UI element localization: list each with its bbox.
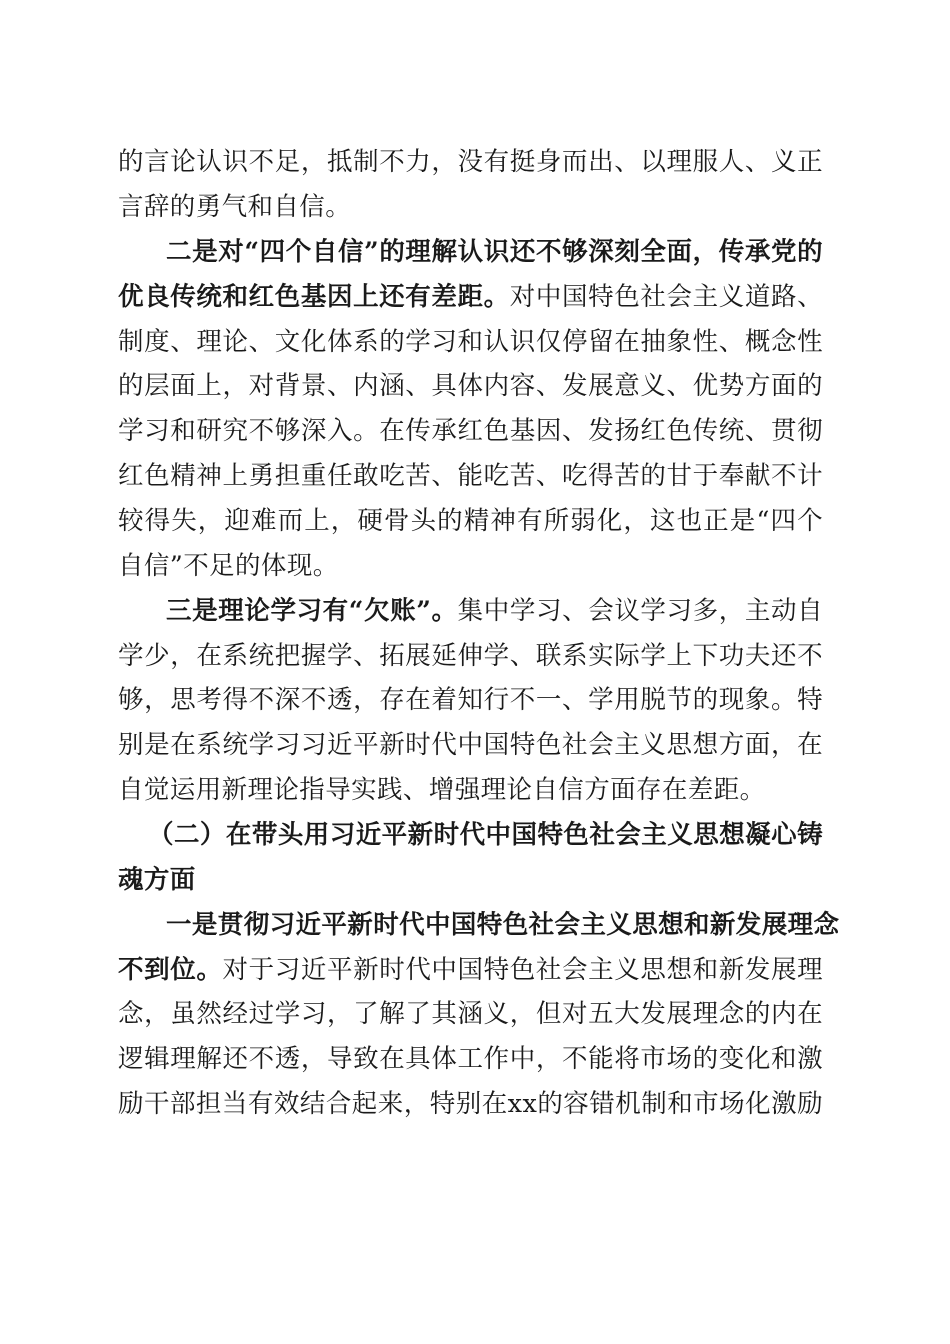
text-line: 自信”不足的体现。: [118, 551, 339, 581]
text-line: 较得失，迎难而上，硬骨头的精神有所弱化，这也正是“四个: [118, 506, 823, 536]
text-line: 言辞的勇气和自信。: [118, 192, 352, 222]
text-line: 励干部担当有效结合起来，特别在xx的容错机制和市场化激励: [118, 1089, 823, 1119]
section-heading: 魂方面: [118, 865, 196, 895]
paragraph-bold-lead: 优良传统和红色基因上还有差距。: [118, 282, 510, 312]
text-line: 别是在系统学习习近平新时代中国特色社会主义思想方面，在: [118, 730, 823, 760]
text-line: 逻辑理解还不透，导致在具体工作中，不能将市场的变化和激: [118, 1044, 823, 1074]
text-line: 学习和研究不够深入。在传承红色基因、发扬红色传统、贯彻: [118, 416, 823, 446]
text-line: 自觉运用新理论指导实践、增强理论自信方面存在差距。: [118, 775, 766, 805]
paragraph-bold-lead: 三是理论学习有“欠账”。: [166, 596, 458, 626]
paragraph-bold-lead: 二是对“四个自信”的理解认识还不够深刻全面，传承党的: [166, 237, 823, 267]
text-line: 制度、理论、文化体系的学习和认识仅停留在抽象性、概念性: [118, 327, 823, 357]
text-line: 红色精神上勇担重任敢吃苦、能吃苦、吃得苦的甘于奉献不计: [118, 461, 823, 491]
text-span: 集中学习、会议学习多，主动自: [457, 596, 823, 626]
text-line: [166, 589, 823, 633]
section-heading: （二）在带头用习近平新时代中国特色社会主义思想凝心铸: [148, 820, 823, 850]
text-line: 学少，在系统把握学、拓展延伸学、联系实际学上下功夫还不: [118, 641, 823, 671]
text-line: 的言论认识不足，抵制不力，没有挺身而出、以理服人、义正: [118, 147, 823, 177]
text-line: [118, 275, 823, 319]
paragraph-bold-lead: 一是贯彻习近平新时代中国特色社会主义思想和新发展理念: [166, 910, 840, 940]
text-line: 的层面上，对背景、内涵、具体内容、发展意义、优势方面的: [118, 371, 823, 401]
paragraph-bold-lead: 不到位。: [118, 955, 223, 985]
text-line: 够，思考得不深不透，存在着知行不一、学用脱节的现象。特: [118, 685, 823, 715]
text-line: 念，虽然经过学习，了解了其涵义，但对五大发展理念的内在: [118, 999, 823, 1029]
text-line: [118, 948, 823, 992]
text-span: 对中国特色社会主义道路、: [509, 282, 823, 312]
text-span: 对于习近平新时代中国特色社会主义思想和新发展理: [222, 955, 823, 985]
